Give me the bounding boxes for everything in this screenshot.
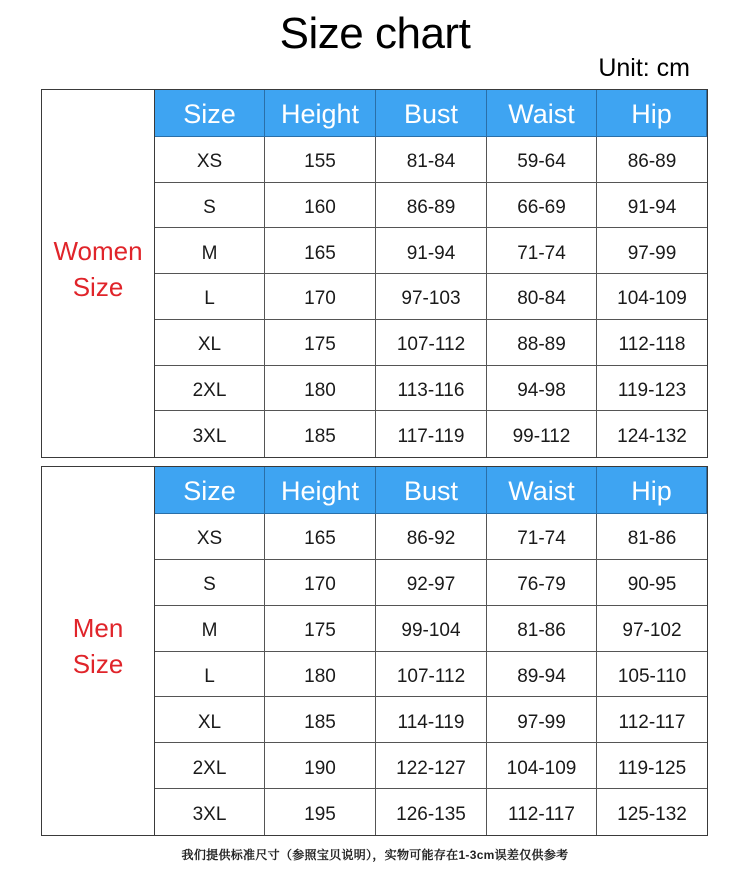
table-cell: XL bbox=[155, 697, 265, 743]
table-cell: 59-64 bbox=[487, 137, 597, 183]
men-grid bbox=[155, 467, 707, 835]
table-cell: 71-74 bbox=[487, 228, 597, 274]
table-cell: 104-109 bbox=[597, 274, 707, 320]
table-cell: 112-118 bbox=[597, 320, 707, 366]
table-cell: 89-94 bbox=[487, 652, 597, 698]
women-label-line2: Size bbox=[72, 271, 124, 302]
men-size-table bbox=[41, 466, 708, 836]
women-size-table bbox=[41, 89, 708, 458]
table-cell: 107-112 bbox=[376, 652, 487, 698]
column-header-waist: Waist bbox=[487, 90, 597, 137]
table-cell: 170 bbox=[265, 560, 376, 606]
table-cell: 170 bbox=[265, 274, 376, 320]
table-cell: 86-89 bbox=[597, 137, 707, 183]
table-cell: 3XL bbox=[155, 789, 265, 835]
table-cell: M bbox=[155, 606, 265, 652]
table-cell: 165 bbox=[265, 514, 376, 560]
column-header-waist: Waist bbox=[487, 467, 597, 514]
table-cell: XS bbox=[155, 514, 265, 560]
table-cell: 3XL bbox=[155, 411, 265, 457]
table-cell: 125-132 bbox=[617, 804, 687, 826]
table-cell: 71-74 bbox=[487, 514, 597, 560]
column-header-bust: Bust bbox=[376, 90, 487, 137]
men-label-line1: Men bbox=[72, 613, 124, 643]
unit-label: Unit: cm bbox=[598, 54, 690, 82]
table-cell: 86-92 bbox=[376, 514, 487, 560]
table-cell: 175 bbox=[265, 606, 376, 652]
table-cell: 107-112 bbox=[376, 320, 487, 366]
table-cell: 119-123 bbox=[597, 366, 707, 412]
page-title: Size chart bbox=[279, 9, 471, 58]
table-cell: 86-89 bbox=[376, 183, 487, 229]
table-cell: 80-84 bbox=[487, 274, 597, 320]
column-header-bust: Bust bbox=[376, 467, 487, 514]
table-cell: 81-86 bbox=[597, 514, 707, 560]
table-cell: S bbox=[155, 183, 265, 229]
table-cell: 2XL bbox=[155, 366, 265, 412]
column-header-height: Height bbox=[265, 467, 376, 514]
table-cell: 66-69 bbox=[487, 183, 597, 229]
table-cell: 160 bbox=[265, 183, 376, 229]
table-cell: 97-103 bbox=[376, 274, 487, 320]
footnote: 我们提供标准尺寸（参照宝贝说明），实物可能存在1-3cm误差仅供参考 bbox=[181, 848, 569, 862]
table-cell: XS bbox=[155, 137, 265, 183]
column-header-hip: Hip bbox=[597, 90, 707, 137]
column-header-size: Size bbox=[155, 467, 265, 514]
table-cell: 113-116 bbox=[376, 366, 487, 412]
table-cell: 97-102 bbox=[597, 606, 707, 652]
table-cell: 122-127 bbox=[376, 743, 487, 789]
table-cell: 81-84 bbox=[376, 137, 487, 183]
table-cell: 97-99 bbox=[487, 697, 597, 743]
women-grid bbox=[155, 90, 707, 457]
table-cell: XL bbox=[155, 320, 265, 366]
table-cell: 90-95 bbox=[597, 560, 707, 606]
men-label-line2: Size bbox=[72, 649, 124, 679]
table-cell: 190 bbox=[265, 743, 376, 789]
women-size-label bbox=[42, 90, 155, 457]
table-cell: 165 bbox=[265, 228, 376, 274]
table-cell: 91-94 bbox=[376, 228, 487, 274]
table-cell: 105-110 bbox=[597, 652, 707, 698]
column-header-hip: Hip bbox=[597, 467, 707, 514]
table-cell: 117-119 bbox=[376, 411, 487, 457]
table-cell: 76-79 bbox=[487, 560, 597, 606]
table-cell: 124-132 bbox=[617, 426, 687, 448]
table-cell: 99-112 bbox=[487, 411, 597, 457]
table-cell: 185 bbox=[265, 697, 376, 743]
table-cell: L bbox=[155, 274, 265, 320]
table-cell: 180 bbox=[265, 366, 376, 412]
table-cell: 155 bbox=[265, 137, 376, 183]
table-cell: 104-109 bbox=[487, 743, 597, 789]
table-cell: 114-119 bbox=[376, 697, 487, 743]
table-cell: 99-104 bbox=[376, 606, 487, 652]
table-cell: 195 bbox=[265, 789, 376, 835]
table-cell: 88-89 bbox=[487, 320, 597, 366]
column-header-height: Height bbox=[265, 90, 376, 137]
table-cell: 175 bbox=[265, 320, 376, 366]
table-cell: 112-117 bbox=[487, 789, 597, 835]
table-cell: 2XL bbox=[155, 743, 265, 789]
women-label-line1: Women bbox=[53, 235, 143, 266]
table-cell: L bbox=[155, 652, 265, 698]
men-size-label bbox=[42, 467, 155, 835]
table-cell: 185 bbox=[265, 411, 376, 457]
table-cell: 92-97 bbox=[376, 560, 487, 606]
table-cell: 119-125 bbox=[597, 743, 707, 789]
table-cell: 81-86 bbox=[487, 606, 597, 652]
table-cell: 97-99 bbox=[597, 228, 707, 274]
table-cell: 94-98 bbox=[487, 366, 597, 412]
table-cell: 180 bbox=[265, 652, 376, 698]
column-header-size: Size bbox=[155, 90, 265, 137]
table-cell: 126-135 bbox=[376, 789, 487, 835]
table-cell: 91-94 bbox=[597, 183, 707, 229]
table-cell: 112-117 bbox=[597, 697, 707, 743]
table-cell: M bbox=[155, 228, 265, 274]
table-cell: S bbox=[155, 560, 265, 606]
